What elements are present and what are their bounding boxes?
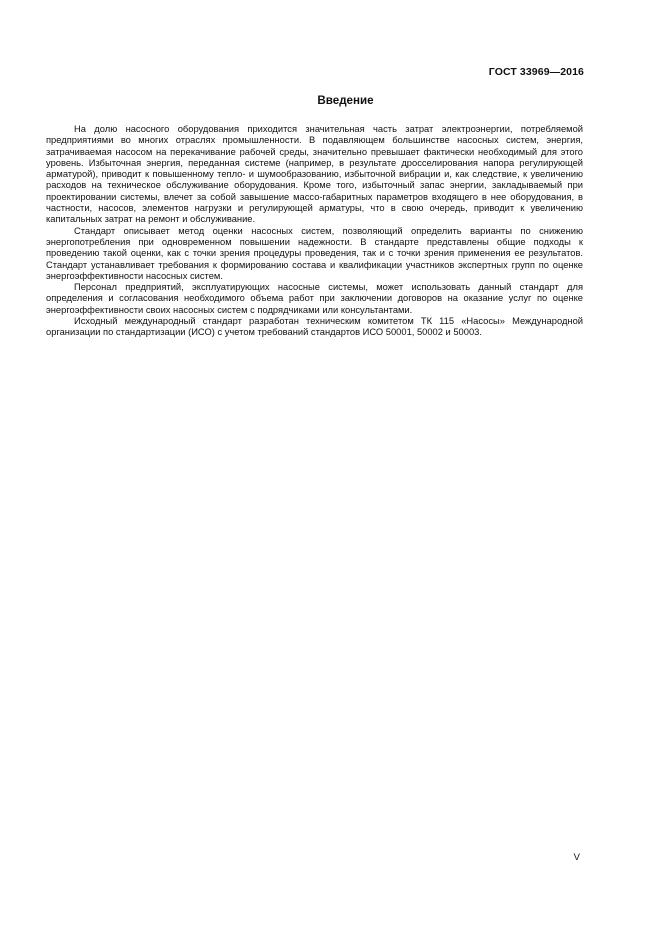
paragraph-energy-consumption: На долю насосного оборудования приходится значительная часть затрат электроэнергии, потребляемой предприятиями во многих отраслях промышленности. В подавляющем большинстве насосных систем, энергия, затрачиваемая насосом на перекачивание рабочей среды, значительно превышает фактически необходимый для этого уровень. Избыточная энергия, переданная системе (например, в результате дросселирования напора регулирующей арматурой), приводит к повышенному тепло- и шумообразованию, избыточной вибрации и, как следствие, к увеличению расходов на техническое обслуживание оборудования. Кроме того, избыточный запас энергии, закладываемый при проектировании системы, влечет за собой завышение массо-габаритных параметров входящего в нее оборудования, в частности, насосов, элементов нагрузки и регулирующей арматуры, что в свою очередь, приводит к увеличению капитальных затрат на ремонт и обслуживание. [46, 124, 583, 225]
section-body [46, 124, 583, 339]
paragraph-personnel-usage: Персонал предприятий, эксплуатирующих насосные системы, может использовать данный стандарт для определения и согласования необходимого объема работ при заключении договоров на оказание услуг по оценке энергоэффективности своих насосных систем с подрядчиками или консультантами. [46, 282, 583, 315]
section-title: Введение [317, 94, 374, 107]
paragraph-source-standard: Исходный международный стандарт разработан техническим комитетом ТК 115 «Насосы» Международной организации по стандартизации (ИСО) с учетом требований стандартов ИСО 50001, 50002 и 50003. [46, 316, 583, 338]
page-number: V [573, 852, 580, 863]
paragraph-assessment-method: Стандарт описывает метод оценки насосных систем, позволяющий определить варианты по снижению энергопотребления при одновременном повышении надежности. В стандарте представлены общие подходы к проведению такой оценки, как с точки зрения процедуры проведения, так и с точки зрения применения ее результатов. Стандарт устанавливает требования к формированию состава и квалификации участников экспертных групп по оценке энергоэффективности насосных систем. [46, 225, 583, 281]
standard-code-header: ГОСТ 33969—2016 [488, 66, 584, 78]
